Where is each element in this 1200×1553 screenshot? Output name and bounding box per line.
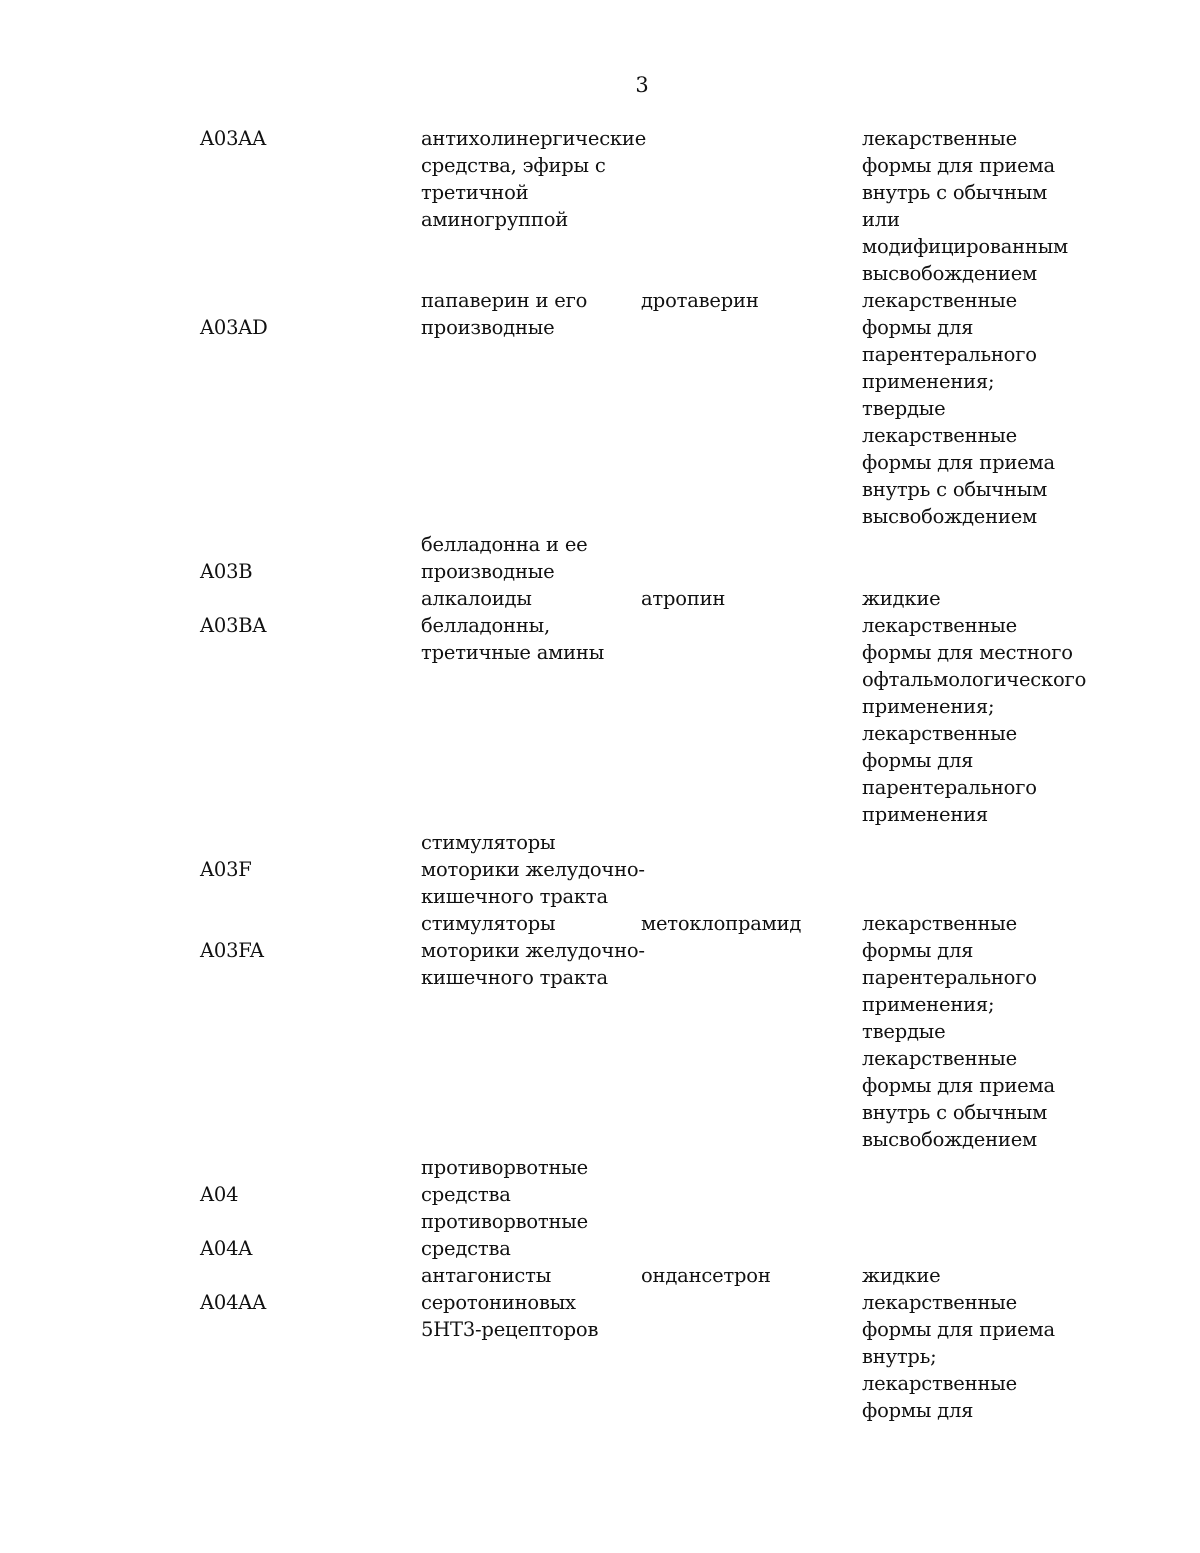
- row-code: A03AD: [200, 316, 268, 339]
- row-code: A03FA: [200, 939, 264, 962]
- row-name: противорвотные средства: [421, 1156, 588, 1206]
- row-forms: жидкие лекарственные формы для местного офтальмологического применения; лекарственные формы для парентерального применения: [862, 587, 1087, 826]
- row-name: стимуляторы моторики желудочно- кишечного тракта: [421, 912, 645, 989]
- row-drug: атропин: [641, 587, 726, 610]
- row-drug: метоклопрамид: [641, 912, 802, 935]
- row-forms: жидкие лекарственные формы для приема внутрь; лекарственные формы для: [862, 1264, 1055, 1422]
- row-name: противорвотные средства: [421, 1210, 588, 1260]
- row-name: алкалоиды белладонны, третичные амины: [421, 587, 605, 664]
- row-code: A03AA: [200, 127, 267, 150]
- row-forms: лекарственные формы для парентерального применения; твердые лекарственные формы для приема внутрь с обычным высвобождением: [862, 912, 1055, 1151]
- row-code: A04: [200, 1183, 239, 1206]
- row-name: стимуляторы моторики желудочно- кишечного тракта: [421, 831, 645, 908]
- row-name: белладонна и ее производные: [421, 533, 588, 583]
- row-code: A03BA: [200, 614, 267, 637]
- page-number: 3: [635, 73, 649, 97]
- row-code: A04AA: [200, 1291, 267, 1314]
- row-forms: лекарственные формы для парентерального применения; твердые лекарственные формы для приема внутрь с обычным высвобождением: [862, 289, 1055, 528]
- row-name: антихолинергические средства, эфиры с третичной аминогруппой: [421, 127, 647, 231]
- row-name: антагонисты серотониновых 5HT3-рецепторов: [421, 1264, 599, 1341]
- row-code: A03F: [200, 858, 252, 881]
- row-name: папаверин и его производные: [421, 289, 588, 339]
- row-drug: дротаверин: [641, 289, 759, 312]
- row-code: A04A: [200, 1237, 253, 1260]
- row-code: A03B: [200, 560, 253, 583]
- row-drug: ондансетрон: [641, 1264, 771, 1287]
- row-forms: лекарственные формы для приема внутрь с обычным или модифицированным высвобождением: [862, 127, 1069, 285]
